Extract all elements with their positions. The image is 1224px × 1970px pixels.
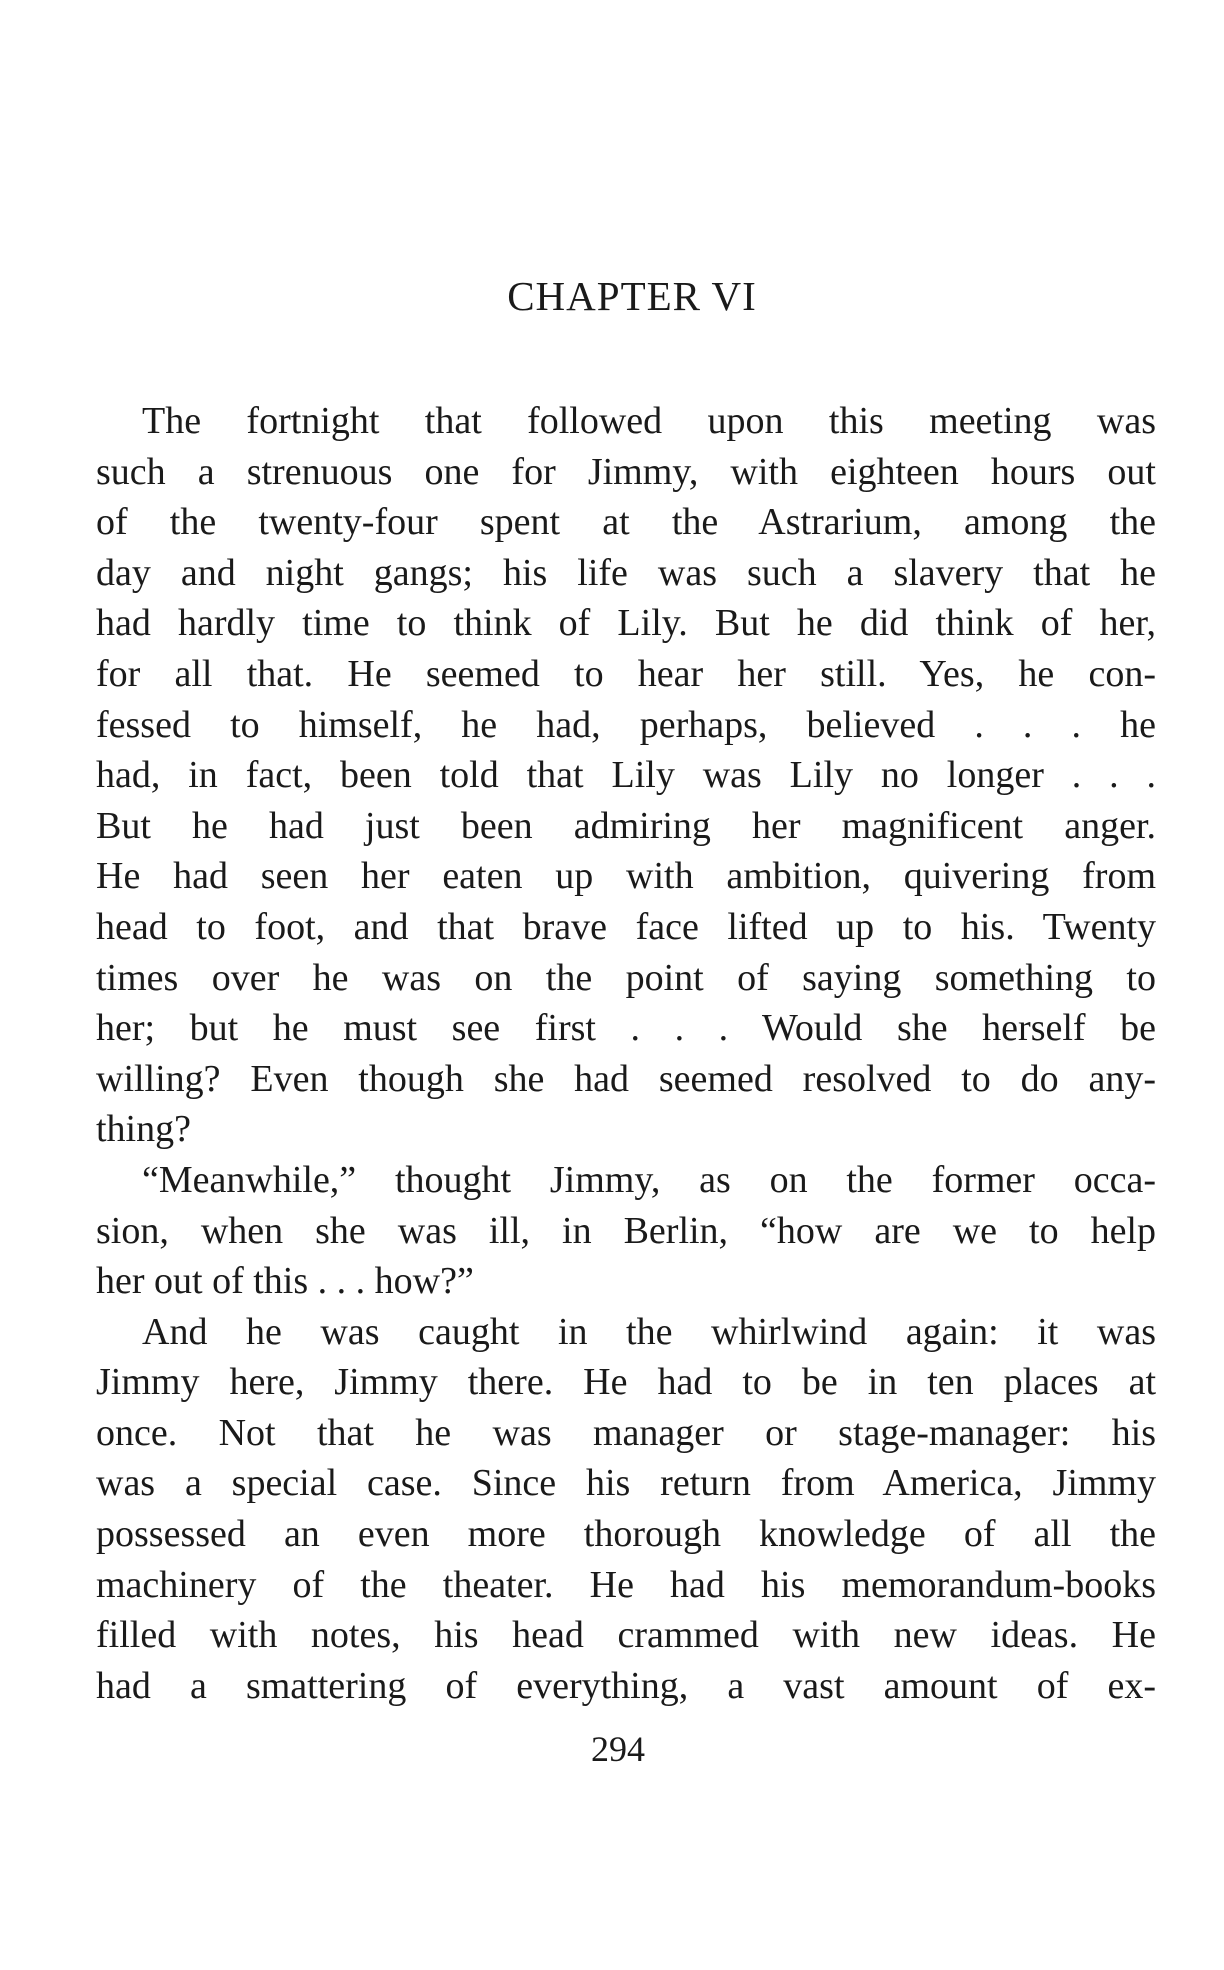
text-line: possessed an even more thorough knowledge of all the xyxy=(96,1513,1156,1556)
text-line: such a strenuous one for Jimmy, with eighteen hours out xyxy=(96,450,1156,493)
text-line: for all that. He seemed to hear her still. Yes, he con- xyxy=(96,652,1156,695)
text-line: day and night gangs; his life was such a slavery that he xyxy=(96,551,1156,594)
text-line: her; but he must see first . . . Would she herself be xyxy=(96,1007,1156,1050)
paragraph xyxy=(96,396,1156,1155)
text-line: The fortnight that followed upon this meeting was xyxy=(142,400,1156,442)
text-line: once. Not that he was manager or stage-manager: his xyxy=(96,1411,1156,1454)
text-line: her out of this . . . how?” xyxy=(96,1260,474,1303)
body-text xyxy=(96,396,1156,1711)
chapter-title: CHAPTER VI xyxy=(507,273,757,319)
text-line: thing? xyxy=(96,1108,191,1151)
text-line: had a smattering of everything, a vast amount of ex- xyxy=(96,1664,1156,1707)
text-line: had, in fact, been told that Lily was Lily no longer . . . xyxy=(96,754,1156,797)
text-line: sion, when she was ill, in Berlin, “how are we to help xyxy=(96,1209,1156,1252)
text-line: times over he was on the point of saying something to xyxy=(96,956,1156,999)
text-line: machinery of the theater. He had his memorandum-books xyxy=(96,1563,1156,1606)
text-line: fessed to himself, he had, perhaps, believed . . . he xyxy=(96,703,1156,746)
text-line: And he was caught in the whirlwind again: it was xyxy=(142,1310,1156,1353)
text-line: filled with notes, his head crammed with new ideas. He xyxy=(96,1614,1156,1657)
text-line: of the twenty-four spent at the Astrarium, among the xyxy=(96,501,1156,544)
text-line: He had seen her eaten up with ambition, quivering from xyxy=(96,855,1156,898)
text-line: willing? Even though she had seemed resolved to do any- xyxy=(96,1057,1156,1100)
text-line: was a special case. Since his return from America, Jimmy xyxy=(96,1462,1156,1505)
text-line: head to foot, and that brave face lifted up to his. Twenty xyxy=(96,905,1156,948)
text-line: had hardly time to think of Lily. But he did think of her, xyxy=(96,602,1156,645)
paragraph xyxy=(96,1307,1156,1712)
text-line: Jimmy here, Jimmy there. He had to be in ten places at xyxy=(96,1361,1156,1404)
paragraph xyxy=(96,1155,1156,1307)
text-line: But he had just been admiring her magnificent anger. xyxy=(96,804,1156,847)
text-line: “Meanwhile,” thought Jimmy, as on the former occa- xyxy=(142,1158,1156,1201)
page-number: 294 xyxy=(591,1729,645,1769)
